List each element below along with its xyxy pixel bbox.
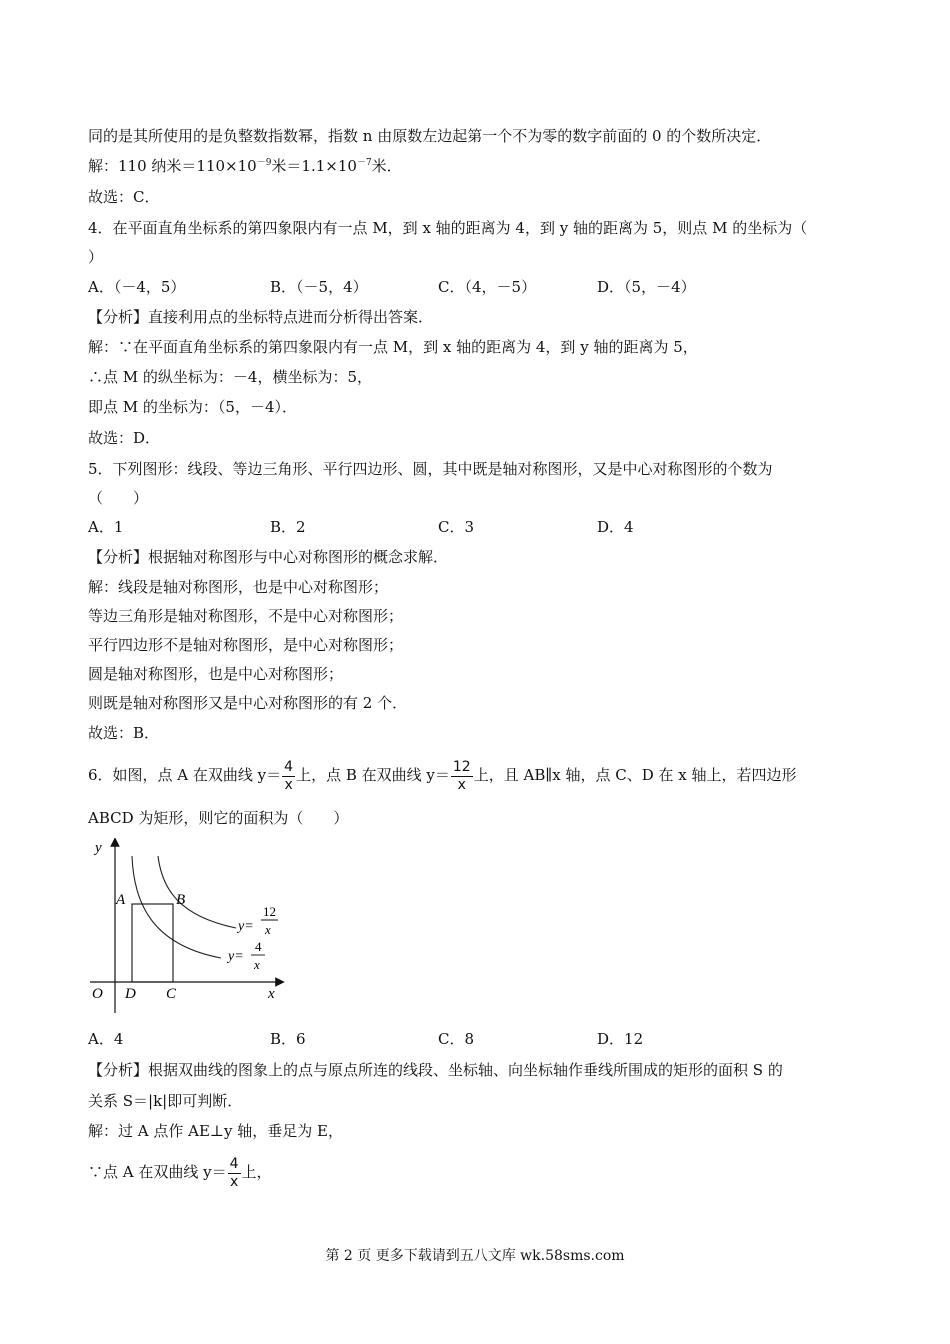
question-5-stem-cont: （ ）	[88, 489, 149, 507]
text-line: 同的是其所使用的是负整数指数幂，指数 n 由原数左边起第一个不为零的数字前面的 0 的个数所决定．	[88, 127, 772, 145]
fraction-4-over-x	[282, 759, 295, 794]
q5-solution-2: 等边三角形是轴对称图形，不是中心对称图形；	[88, 607, 404, 625]
point-label-d: D	[125, 986, 136, 1002]
q4-option-b: B．（－5，4）	[270, 278, 368, 296]
hyperbola-graph	[88, 838, 288, 1018]
question-5-stem: 5．下列图形：线段、等边三角形、平行四边形、圆，其中既是轴对称图形，又是中心对称图形的个数为	[88, 460, 773, 478]
text-fragment: 上，点 B 在双曲线 y＝	[296, 766, 450, 784]
q5-answer: 故选：B．	[88, 724, 160, 742]
q5-option-b: B．2	[270, 518, 306, 536]
origin-label: O	[92, 986, 103, 1002]
q6-option-c: C．8	[438, 1030, 475, 1048]
fraction-denominator: x	[457, 776, 466, 793]
q6-option-b: B．6	[270, 1030, 306, 1048]
question-6-stem	[88, 755, 797, 795]
fraction-numerator: 4	[229, 1155, 239, 1172]
q4-analysis: 【分析】直接利用点的坐标特点进而分析得出答案．	[88, 308, 434, 326]
fraction-denominator: x	[284, 776, 293, 793]
q6-option-a: A．4	[88, 1030, 124, 1048]
answer-line: 故选：C．	[88, 188, 160, 206]
q4-option-d: D．（5，－4）	[597, 278, 696, 296]
q5-option-d: D．4	[597, 518, 634, 536]
text-fragment: ∵点 A 在双曲线 y＝	[88, 1163, 227, 1181]
text-fragment: 上，	[241, 1163, 272, 1181]
q4-option-a: A．（－4，5）	[88, 278, 186, 296]
q5-solution-5: 则既是轴对称图形又是中心对称图形的有 2 个．	[88, 694, 408, 712]
text-fragment: 米．	[371, 157, 402, 175]
point-label-a: A	[116, 892, 126, 908]
exponent: －7	[356, 158, 372, 168]
text-fragment: 解：110 纳米＝110×10	[88, 157, 257, 175]
point-label-c: C	[166, 986, 177, 1002]
q5-analysis: 【分析】根据轴对称图形与中心对称图形的概念求解．	[88, 548, 449, 566]
curve-label-4-den: x	[254, 957, 260, 972]
solution-line	[88, 156, 402, 176]
curve-label-12-prefix: y=	[238, 919, 254, 934]
q5-solution-1: 解：线段是轴对称图形，也是中心对称图形；	[88, 578, 389, 596]
q5-option-a: A．1	[88, 518, 124, 536]
q6-solution-1: 解：过 A 点作 AE⊥y 轴，垂足为 E，	[88, 1122, 343, 1140]
q5-solution-3: 平行四边形不是轴对称图形，是中心对称图形；	[88, 636, 404, 654]
page-footer: 第 2 页 更多下载请到五八文库 wk.58sms.com	[325, 1248, 625, 1264]
q4-solution-3: 即点 M 的坐标为：（5，－4）．	[88, 398, 297, 416]
axis-label-y: y	[95, 840, 102, 856]
q4-option-c: C．（4，－5）	[438, 278, 537, 296]
fraction-denominator: x	[229, 1173, 239, 1190]
q5-option-c: C．3	[438, 518, 475, 536]
fraction-numerator: 12	[452, 758, 471, 775]
exponent: －9	[256, 158, 272, 168]
text-fragment: 米＝1.1×10	[271, 157, 357, 175]
q6-solution-2	[88, 1152, 272, 1192]
curve-label-12-den: x	[265, 922, 271, 937]
fraction-numerator: 4	[284, 758, 294, 775]
point-label-b: B	[176, 892, 186, 908]
q6-analysis-2: 关系 S＝|k|即可判断．	[88, 1092, 243, 1110]
fraction-4-over-x	[228, 1156, 241, 1191]
curve-12-over-x	[158, 856, 236, 928]
curve-label-4-num: 4	[255, 939, 262, 954]
question-4-stem-cont: ）	[88, 248, 104, 266]
q5-solution-4: 圆是轴对称图形，也是中心对称图形；	[88, 665, 344, 683]
q4-answer: 故选：D．	[88, 429, 161, 447]
fraction-12-over-x	[451, 759, 473, 794]
question-6-stem-cont: ABCD 为矩形，则它的面积为（ ）	[88, 809, 349, 827]
q4-solution-1: 解：∵在平面直角坐标系的第四象限内有一点 M，到 x 轴的距离为 4，到 y 轴的距离为 5，	[88, 338, 698, 356]
q4-solution-2: ∴点 M 的纵坐标为：－4，横坐标为：5，	[88, 368, 372, 386]
rectangle-abcd	[132, 904, 173, 982]
q6-option-d: D．12	[597, 1030, 644, 1048]
text-fragment: 上，且 AB∥x 轴，点 C、D 在 x 轴上，若四边形	[473, 766, 797, 784]
text-fragment: 6．如图，点 A 在双曲线 y＝	[88, 766, 282, 784]
question-4-stem: 4．在平面直角坐标系的第四象限内有一点 M，到 x 轴的距离为 4，到 y 轴的距离为 5，则点 M 的坐标为（	[88, 219, 808, 237]
curve-label-4-prefix: y=	[228, 949, 244, 964]
q6-analysis-1: 【分析】根据双曲线的图象上的点与原点所连的线段、坐标轴、向坐标轴作垂线所围成的矩形的面积 S 的	[88, 1061, 783, 1079]
axis-label-x: x	[268, 986, 275, 1002]
curve-label-12-num: 12	[263, 904, 276, 919]
